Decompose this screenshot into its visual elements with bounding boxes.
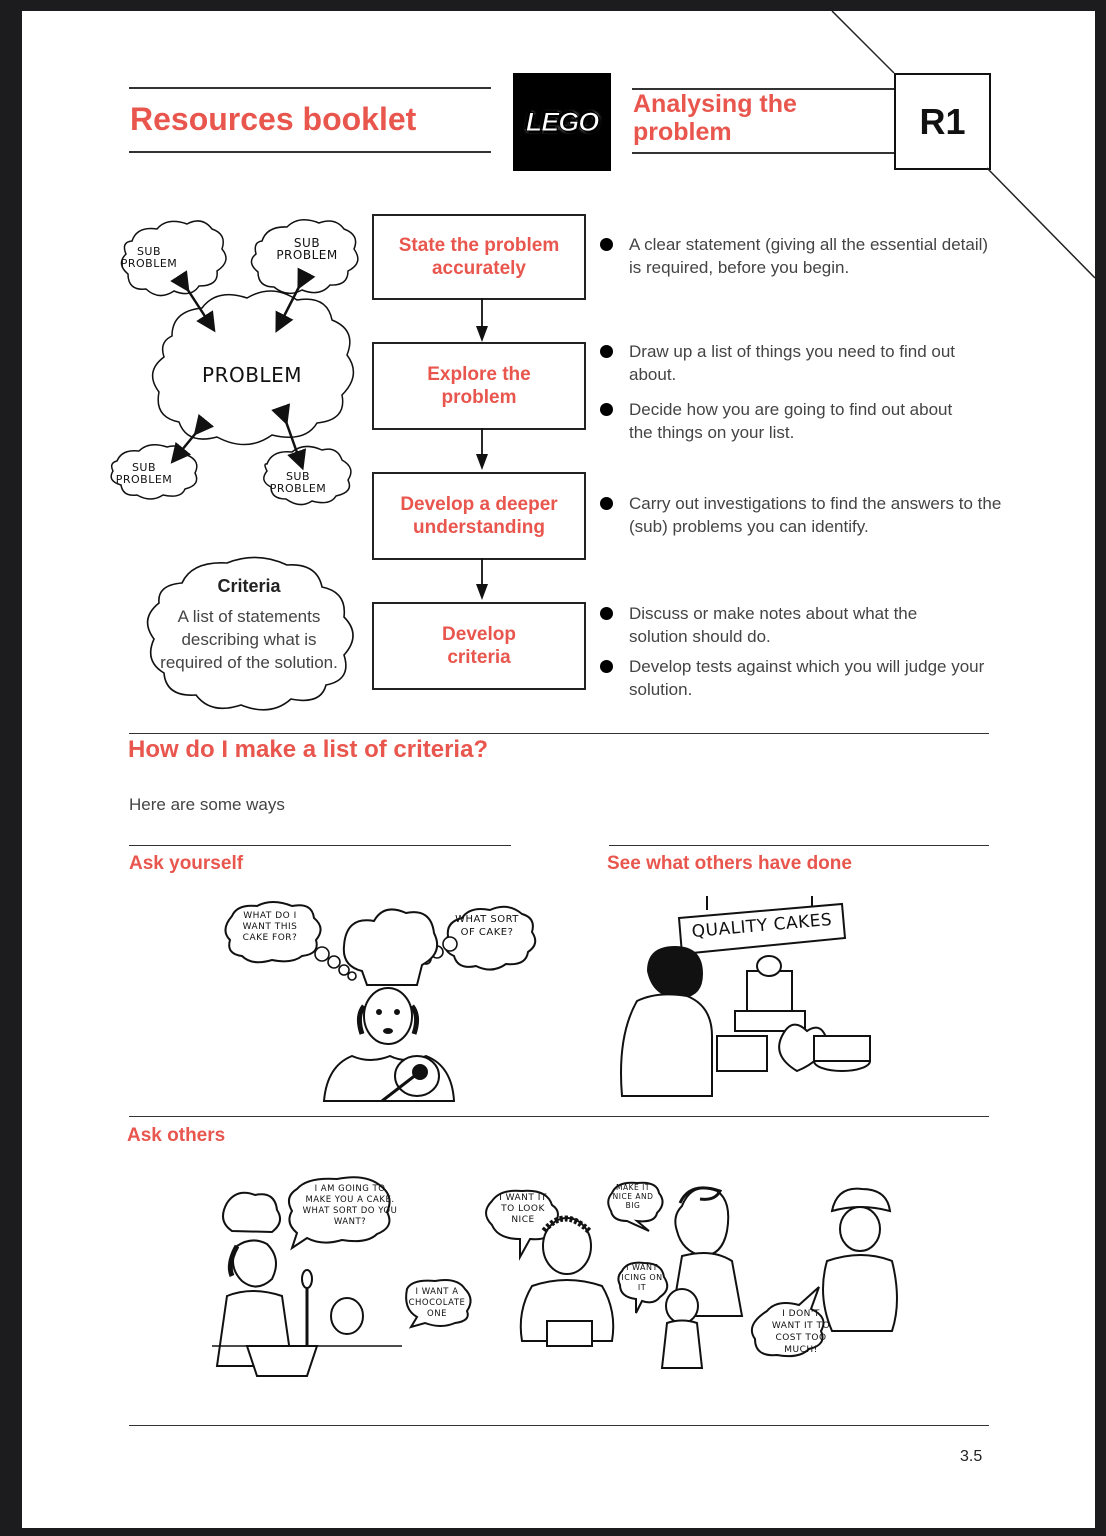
- sub-label-bottom: PROBLEM: [276, 248, 338, 262]
- bullet-icon: [600, 497, 613, 510]
- sub-problem-label-top-left: [114, 246, 184, 270]
- note-item: [600, 340, 990, 386]
- handbag: [547, 1321, 592, 1346]
- flow-step-label: Develop a deeper understanding: [400, 494, 558, 538]
- sub-label-bottom: PROBLEM: [115, 473, 173, 486]
- note-text: Draw up a list of things you need to find out about.: [629, 342, 956, 384]
- girl-head: [666, 1289, 698, 1323]
- speech-bubble-woman-text: I WANT IT TO LOOK NICE: [499, 1193, 547, 1225]
- flow-arrowhead-1: [476, 326, 488, 342]
- speech-bubble-chef-text: I AM GOING TO MAKE YOU A CAKE. WHAT SORT DO YOU WANT?: [302, 1184, 398, 1227]
- sub-label-top: SUB: [285, 470, 311, 483]
- note-item: [600, 655, 1010, 701]
- thought-bubble-left-text: WHAT DO I WANT THIS CAKE FOR?: [242, 911, 298, 943]
- bullet-icon: [600, 345, 613, 358]
- criteria-heading: How do I make a list of criteria?: [128, 736, 489, 763]
- flow-step-state-problem: [372, 214, 586, 300]
- thought-bubble-right-text: WHAT SORT OF CAKE?: [455, 914, 519, 938]
- corner-line-bottom: [987, 168, 1095, 278]
- chef-head-2: [233, 1240, 276, 1286]
- criteria-cloud-title: Criteria: [217, 576, 281, 596]
- old-lady-body: [823, 1255, 897, 1331]
- woman-body: [621, 994, 712, 1096]
- flow-step-label: State the problem accurately: [398, 235, 560, 279]
- booklet-title: Resources booklet: [130, 101, 417, 137]
- sub-label-top: SUB: [131, 461, 157, 474]
- corner-line-top: [832, 11, 894, 73]
- flow-arrows: [472, 298, 492, 608]
- speech-bubble-man-text: MAKE IT NICE AND BIG: [612, 1183, 654, 1210]
- boy-head: [331, 1298, 363, 1334]
- flow-step-label: Develop criteria: [442, 624, 516, 668]
- sub-label-bottom: PROBLEM: [269, 482, 327, 495]
- sub-problem-label-bottom-left: [104, 462, 184, 486]
- ask-others-rule: [129, 1116, 989, 1117]
- sub-label-bottom: PROBLEM: [120, 257, 178, 270]
- chef-hat: [344, 909, 437, 985]
- ask-others-heading: Ask others: [127, 1125, 226, 1146]
- booklet-page: [22, 11, 1095, 1528]
- problem-label: PROBLEM: [202, 363, 302, 387]
- bullet-icon: [600, 238, 613, 251]
- flow-arrowhead-2: [476, 454, 488, 470]
- sub-label-top: SUB: [136, 245, 162, 258]
- see-others-heading: See what others have done: [607, 853, 852, 874]
- note-item: [600, 233, 1000, 279]
- bullet-icon: [600, 403, 613, 416]
- woman-head: [647, 946, 703, 998]
- flow-step-develop-criteria: [372, 602, 586, 690]
- criteria-cloud-text: A list of statements describing what is required of the solution.: [160, 607, 338, 672]
- flow-step-label: Explore the problem: [427, 364, 531, 408]
- bowl-2: [247, 1346, 317, 1376]
- criteria-cloud-content: [160, 576, 338, 674]
- bullet-icon: [600, 607, 613, 620]
- note-item: [600, 398, 990, 444]
- speech-bubble-boy-text: I WANT A CHOCOLATE ONE: [408, 1287, 466, 1319]
- section-title-line-1: Analysing the: [633, 90, 797, 118]
- speech-bubble-old-lady-text: I DON'T WANT IT TO COST TOO MUCH!: [771, 1309, 831, 1355]
- chef-hat-2: [223, 1193, 280, 1232]
- sub-problem-label-top-right: [262, 237, 352, 261]
- note-text: Discuss or make notes about what the solution should do.: [629, 604, 918, 646]
- notes-step-3: [600, 492, 1020, 538]
- ask-yourself-rule: [129, 845, 511, 846]
- flow-arrowhead-3: [476, 584, 488, 600]
- notes-step-4: [600, 602, 1010, 701]
- footer-rule: [129, 1425, 989, 1426]
- ask-yourself-heading: Ask yourself: [129, 853, 244, 874]
- note-item: [600, 492, 1020, 538]
- sub-label-top: SUB: [293, 236, 321, 250]
- old-lady-head: [840, 1207, 880, 1251]
- page-number: 3.5: [960, 1448, 983, 1465]
- section-code: R1: [919, 100, 966, 142]
- section-title-line-2: problem: [633, 118, 732, 146]
- speech-bubble-girl-text: I WANT ICING ON IT: [621, 1263, 663, 1292]
- criteria-intro: Here are some ways: [129, 795, 285, 814]
- note-item: [600, 602, 1010, 648]
- criteria-rule: [129, 733, 989, 734]
- tiered-cake: [747, 971, 792, 1011]
- notes-step-1: [600, 233, 1000, 279]
- shop-sign-text: QUALITY CAKES: [690, 909, 833, 943]
- note-text: Decide how you are going to find out about the things on your list.: [629, 400, 953, 442]
- see-others-rule: [609, 845, 989, 846]
- note-text: A clear statement (giving all the essential detail) is required, before you begin.: [629, 235, 989, 277]
- bullet-icon: [600, 660, 613, 673]
- sub-problem-label-bottom-right: [258, 471, 338, 495]
- chef-head: [364, 988, 412, 1044]
- girl-body: [662, 1321, 702, 1369]
- notes-step-2: [600, 340, 990, 444]
- note-text: Develop tests against which you will judge your solution.: [629, 657, 985, 699]
- note-text: Carry out investigations to find the answers to the (sub) problems you can identify.: [629, 494, 1002, 536]
- lego-logo-text: LEGO: [525, 106, 599, 137]
